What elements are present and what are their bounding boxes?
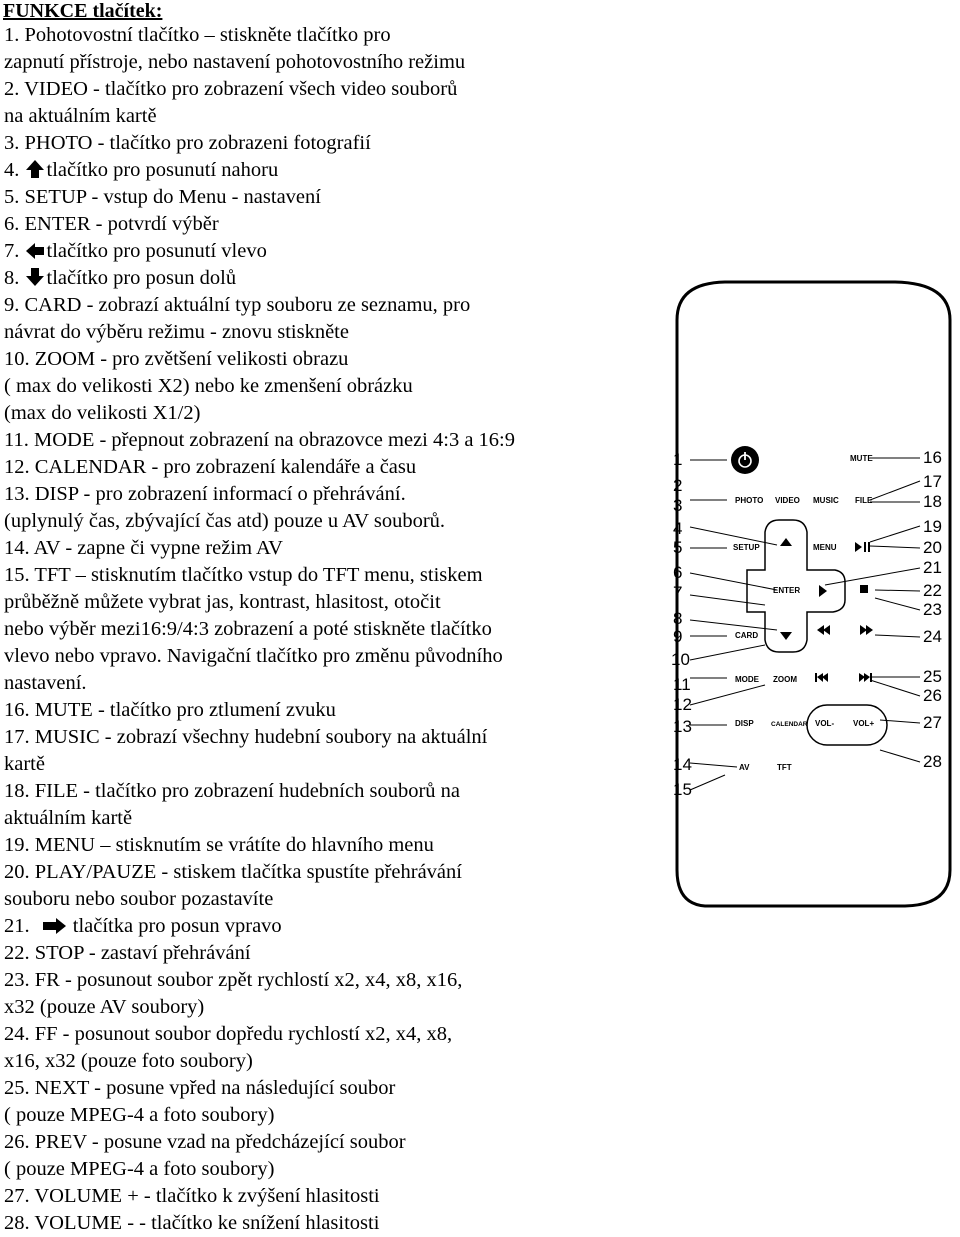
calendar-button-label: CALENDAR	[771, 721, 808, 728]
callout-number: 6	[673, 563, 683, 582]
text-line-14: ( max do velikosti X2) nebo ke zmenšení obrázku	[4, 375, 413, 397]
text-line-35: 22. STOP - zastaví přehrávání	[4, 942, 251, 964]
item-text: tlačítko pro posun dolů	[46, 267, 237, 289]
callout-number: 22	[923, 581, 942, 600]
callout-number: 10	[671, 650, 690, 669]
text-line-40: 25. NEXT - posune vpřed na následující soubor	[4, 1077, 396, 1099]
text-line-12: návrat do výběru režimu - znovu stiskněte	[4, 321, 349, 343]
text-line-8: 6. ENTER - potvrdí výběr	[4, 213, 219, 235]
item-number: 7.	[4, 240, 20, 262]
callout-number: 26	[923, 686, 942, 705]
text-line-44: 27. VOLUME + - tlačítko k zvýšení hlasitosti	[4, 1185, 380, 1207]
disp-button-label: DISP	[735, 719, 754, 728]
callout-number: 1	[673, 450, 683, 469]
vol-minus-button-label: VOL-	[815, 719, 835, 728]
mode-button-label: MODE	[735, 675, 759, 684]
callout-number: 25	[923, 667, 942, 686]
callout-number: 8	[673, 609, 683, 628]
callout-number: 3	[673, 496, 683, 515]
file-button-label: FILE	[855, 496, 873, 505]
text-line-21: 15. TFT – stisknutím tlačítko vstup do TFT menu, stiskem	[4, 564, 483, 586]
item-number: 21.	[4, 915, 30, 937]
callout-number: 24	[923, 627, 942, 646]
mute-button-label: MUTE	[850, 454, 873, 463]
callout-number: 13	[673, 717, 692, 736]
text-line-6	[4, 157, 278, 184]
text-line-24: vlevo nebo vpravo. Navigační tlačítko pro změnu původního	[4, 645, 503, 667]
text-line-43: ( pouze MPEG-4 a foto soubory)	[4, 1158, 275, 1180]
text-line-28: kartě	[4, 753, 45, 775]
text-line-33: souboru nebo soubor pozastavíte	[4, 888, 274, 910]
video-button-label: VIDEO	[775, 496, 800, 505]
text-line-31: 19. MENU – stisknutím se vrátíte do hlavního menu	[4, 834, 434, 856]
callout-number: 7	[673, 583, 683, 602]
text-line-10	[4, 265, 236, 292]
text-line-9	[4, 238, 267, 265]
text-line-25: nastavení.	[4, 672, 87, 694]
text-line-13: 10. ZOOM - pro zvětšení velikosti obrazu	[4, 348, 349, 370]
text-line-42: 26. PREV - posune vzad na předcházející soubor	[4, 1131, 406, 1153]
callout-number: 12	[673, 695, 692, 714]
text-line-36: 23. FR - posunout soubor zpět rychlostí x2, x4, x8, x16,	[4, 969, 463, 991]
callout-number: 27	[923, 713, 942, 732]
text-line-45: 28. VOLUME - - tlačítko ke snížení hlasitosti	[4, 1212, 380, 1234]
music-button-label: MUSIC	[813, 496, 839, 505]
callout-number: 18	[923, 492, 942, 511]
callout-number: 15	[673, 780, 692, 799]
document-title: FUNKCE tlačítek:	[3, 0, 163, 22]
card-button-label: CARD	[735, 631, 759, 640]
arrow-left-icon	[25, 242, 45, 260]
arrow-up-icon	[25, 159, 45, 179]
callout-number: 17	[923, 472, 942, 491]
callout-number: 28	[923, 752, 942, 771]
vol-plus-button-label: VOL+	[853, 719, 875, 728]
callout-number: 21	[923, 558, 942, 577]
photo-button-label: PHOTO	[735, 496, 764, 505]
text-line-2: zapnutí přístroje, nebo nastavení pohotovostního režimu	[4, 51, 466, 73]
text-line-15: (max do velikosti X1/2)	[4, 402, 201, 424]
item-number: 4.	[4, 159, 20, 181]
text-line-16: 11. MODE - přepnout zobrazení na obrazovce mezi 4:3 a 16:9	[4, 429, 515, 451]
text-line-37: x32 (pouze AV soubory)	[4, 996, 205, 1018]
callout-number: 23	[923, 600, 942, 619]
remote-body	[677, 282, 950, 906]
text-line-26: 16. MUTE - tlačítko pro ztlumení zvuku	[4, 699, 336, 721]
text-line-19: (uplynulý čas, zbývající čas atd) pouze u AV souborů.	[4, 510, 446, 532]
callout-number: 11	[673, 675, 691, 694]
item-number: 8.	[4, 267, 20, 289]
tft-button-label: TFT	[777, 763, 792, 772]
item-text: tlačítko pro posunutí nahoru	[46, 159, 279, 181]
item-text: tlačítko pro posunutí vlevo	[46, 240, 267, 262]
arrow-down-icon	[25, 267, 45, 287]
av-button-label: AV	[739, 763, 750, 772]
text-line-11: 9. CARD - zobrazí aktuální typ souboru ze seznamu, pro	[4, 294, 471, 316]
callout-number: 9	[673, 627, 683, 646]
text-line-4: na aktuálním kartě	[4, 105, 157, 127]
item-text: tlačítka pro posun vpravo	[72, 915, 282, 937]
text-line-23: nebo výběr mezi16:9/4:3 zobrazení a poté stiskněte tlačítko	[4, 618, 492, 640]
callout-number: 16	[923, 448, 942, 467]
text-line-1: 1. Pohotovostní tlačítko – stiskněte tlačítko pro	[4, 24, 391, 46]
text-line-30: aktuálním kartě	[4, 807, 133, 829]
callout-number: 14	[673, 755, 692, 774]
text-line-27: 17. MUSIC - zobrazí všechny hudební soubory na aktuální	[4, 726, 488, 748]
text-line-17: 12. CALENDAR - pro zobrazení kalendáře a času	[4, 456, 417, 478]
text-line-41: ( pouze MPEG-4 a foto soubory)	[4, 1104, 275, 1126]
arrow-right-icon	[41, 917, 67, 935]
remote-control-diagram	[665, 280, 955, 910]
text-line-32: 20. PLAY/PAUZE - stiskem tlačítka spustíte přehrávání	[4, 861, 462, 883]
callout-number: 19	[923, 517, 942, 536]
text-line-38: 24. FF - posunout soubor dopředu rychlostí x2, x4, x8,	[4, 1023, 453, 1045]
text-line-39: x16, x32 (pouze foto soubory)	[4, 1050, 253, 1072]
callout-number: 5	[673, 538, 683, 557]
text-line-22: průběžně můžete vybrat jas, kontrast, hlasitost, otočit	[4, 591, 441, 613]
text-line-5: 3. PHOTO - tlačítko pro zobrazeni fotografií	[4, 132, 371, 154]
text-line-18: 13. DISP - pro zobrazení informací o přehrávání.	[4, 483, 406, 505]
stop-icon	[860, 585, 868, 593]
power-button	[731, 446, 759, 474]
text-line-7: 5. SETUP - vstup do Menu - nastavení	[4, 186, 321, 208]
callout-number: 2	[673, 476, 683, 495]
enter-button-label: ENTER	[773, 586, 801, 595]
menu-button-label: MENU	[813, 543, 837, 552]
callout-number: 4	[673, 519, 683, 538]
setup-button-label: SETUP	[733, 543, 760, 552]
zoom-button-label: ZOOM	[773, 675, 797, 684]
text-line-34	[4, 913, 282, 940]
text-line-20: 14. AV - zapne či vypne režim AV	[4, 537, 283, 559]
callout-number: 20	[923, 538, 942, 557]
text-line-29: 18. FILE - tlačítko pro zobrazení hudebních souborů na	[4, 780, 460, 802]
text-line-3: 2. VIDEO - tlačítko pro zobrazení všech video souborů	[4, 78, 458, 100]
